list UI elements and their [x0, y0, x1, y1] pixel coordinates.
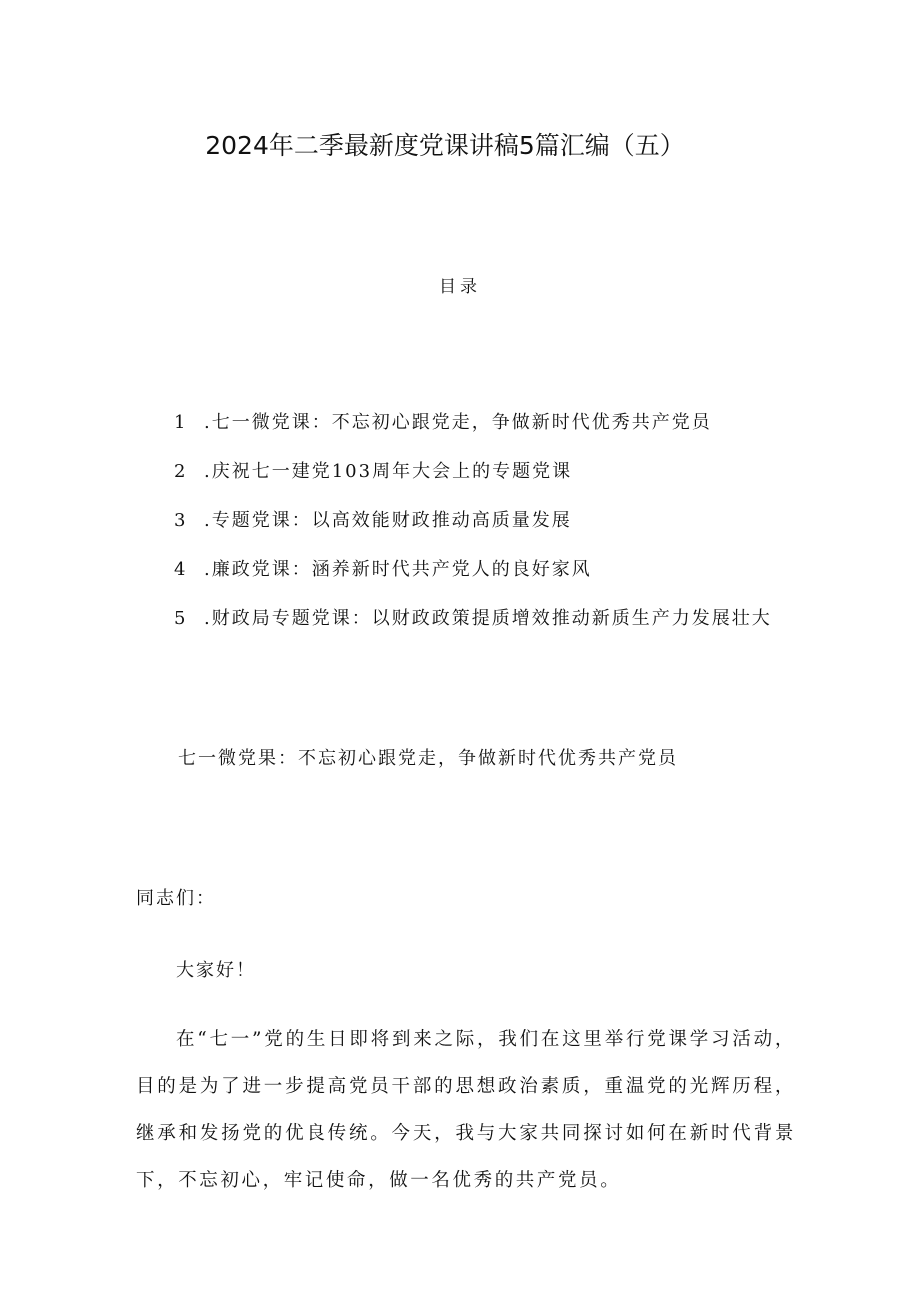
section-title: 七一微党果：不忘初心跟党走，争做新时代优秀共产党员	[178, 748, 678, 769]
toc-item-text: .庆祝七一建党103周年大会上的专题党课	[204, 461, 573, 482]
toc-item	[174, 507, 772, 556]
toc-item-text: .廉政党课：涵养新时代共产党人的良好家风	[204, 559, 592, 580]
document-title: 2024年二季最新度党课讲稿5篇汇编（五）	[205, 131, 685, 160]
toc-item-text: .专题党课：以高效能财政推动高质量发展	[204, 510, 572, 531]
toc-item	[174, 605, 772, 654]
toc-item-number: 2	[174, 461, 188, 482]
toc-item-text: .财政局专题党课：以财政政策提质增效推动新质生产力发展壮大	[204, 608, 772, 629]
table-of-contents	[174, 409, 772, 654]
toc-item	[174, 556, 772, 605]
toc-item	[174, 409, 772, 458]
toc-item	[174, 458, 772, 507]
toc-item-number: 4	[174, 559, 188, 580]
greeting: 大家好！	[176, 960, 256, 981]
body-paragraph: 在“七一”党的生日即将到来之际，我们在这里举行党课学习活动，目的是为了进一步提高党员干部的思想政治素质，重温党的光辉历程，继承和发扬党的优良传统。今天，我与大家共同探讨如何在新时代背景下，不忘初心，牢记使命，做一名优秀的共产党员。	[136, 1029, 796, 1191]
toc-item-text: .七一微党课：不忘初心跟党走，争做新时代优秀共产党员	[204, 412, 712, 433]
toc-heading: 目录	[439, 277, 481, 297]
toc-item-number: 5	[174, 608, 188, 629]
toc-item-number: 3	[174, 510, 188, 531]
toc-item-number: 1	[174, 412, 188, 433]
salutation: 同志们：	[136, 888, 216, 909]
